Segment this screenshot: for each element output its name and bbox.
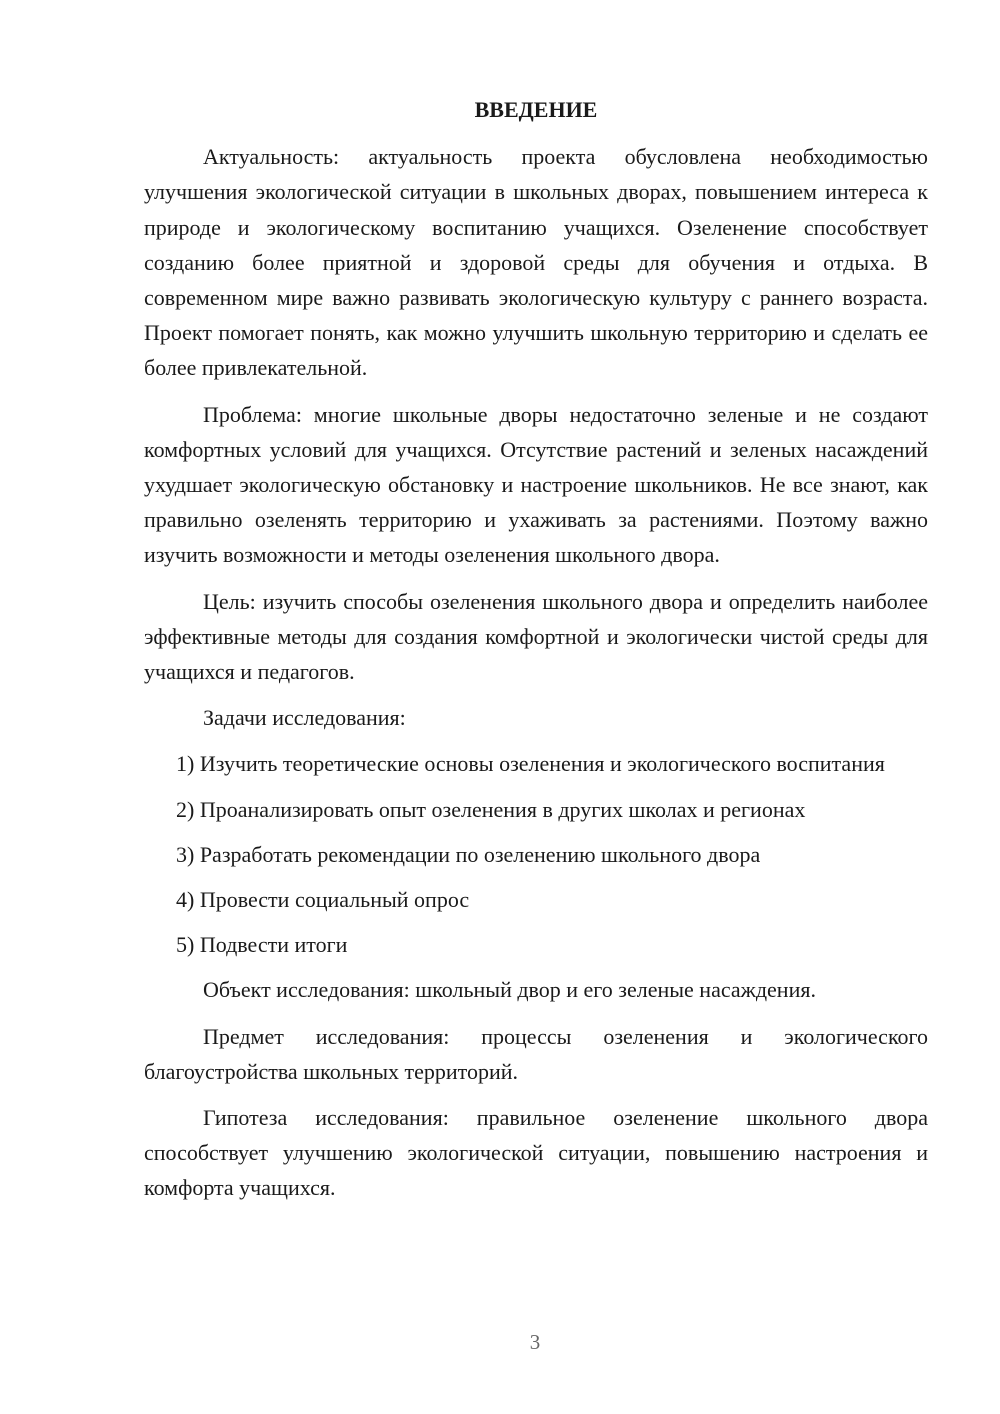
task-item: 4) Провести социальный опрос xyxy=(176,887,470,913)
paragraph-problem: Проблема: многие школьные дворы недостаточно зеленые и не создают комфортных условий для учащихся. Отсутствие растений и зеленых насаждений ухудшает экологическую обстановку и настроение школьников. Не все знают, как правильно озеленять территорию и ухаживать за растениями. Поэтому важно изучить возможности и методы озеленения школьного двора. xyxy=(144,401,928,568)
paragraph-subject: Предмет исследования: процессы озеленения и экологического благоустройства школьных территорий. xyxy=(144,1023,928,1084)
paragraph-tasks-heading: Задачи исследования: xyxy=(203,705,406,731)
task-item: 3) Разработать рекомендации по озеленению школьного двора xyxy=(176,841,761,867)
page-content xyxy=(144,92,928,1217)
paragraph-object: Объект исследования: школьный двор и его зеленые насаждения. xyxy=(203,977,816,1003)
paragraph-relevance: Актуальность: актуальность проекта обусловлена необходимостью улучшения экологической ситуации в школьных дворах, повышением интереса к природе и экологическому воспитанию учащихся. Озеленение способствует созданию более приятной и здоровой среды для обучения и отдыха. В современном мире важно развивать экологическую культуру с раннего возраста. Проект помогает понять, как можно улучшить школьную территорию и сделать ее более привлекательной. xyxy=(144,144,928,381)
page-number: 3 xyxy=(529,1330,541,1354)
page-title: ВВЕДЕНИЕ xyxy=(474,97,598,122)
task-item: 1) Изучить теоретические основы озеленения и экологического воспитания xyxy=(176,751,885,777)
task-item: 5) Подвести итоги xyxy=(176,932,348,958)
task-item: 2) Проанализировать опыт озеленения в других школах и регионах xyxy=(176,796,806,822)
paragraph-goal: Цель: изучить способы озеленения школьного двора и определить наиболее эффективные методы для создания комфортной и экологически чистой среды для учащихся и педагогов. xyxy=(144,588,928,685)
paragraph-hypothesis: Гипотеза исследования: правильное озеленение школьного двора способствует улучшению экологической ситуации, повышению настроения и комфорта учащихся. xyxy=(144,1105,928,1201)
